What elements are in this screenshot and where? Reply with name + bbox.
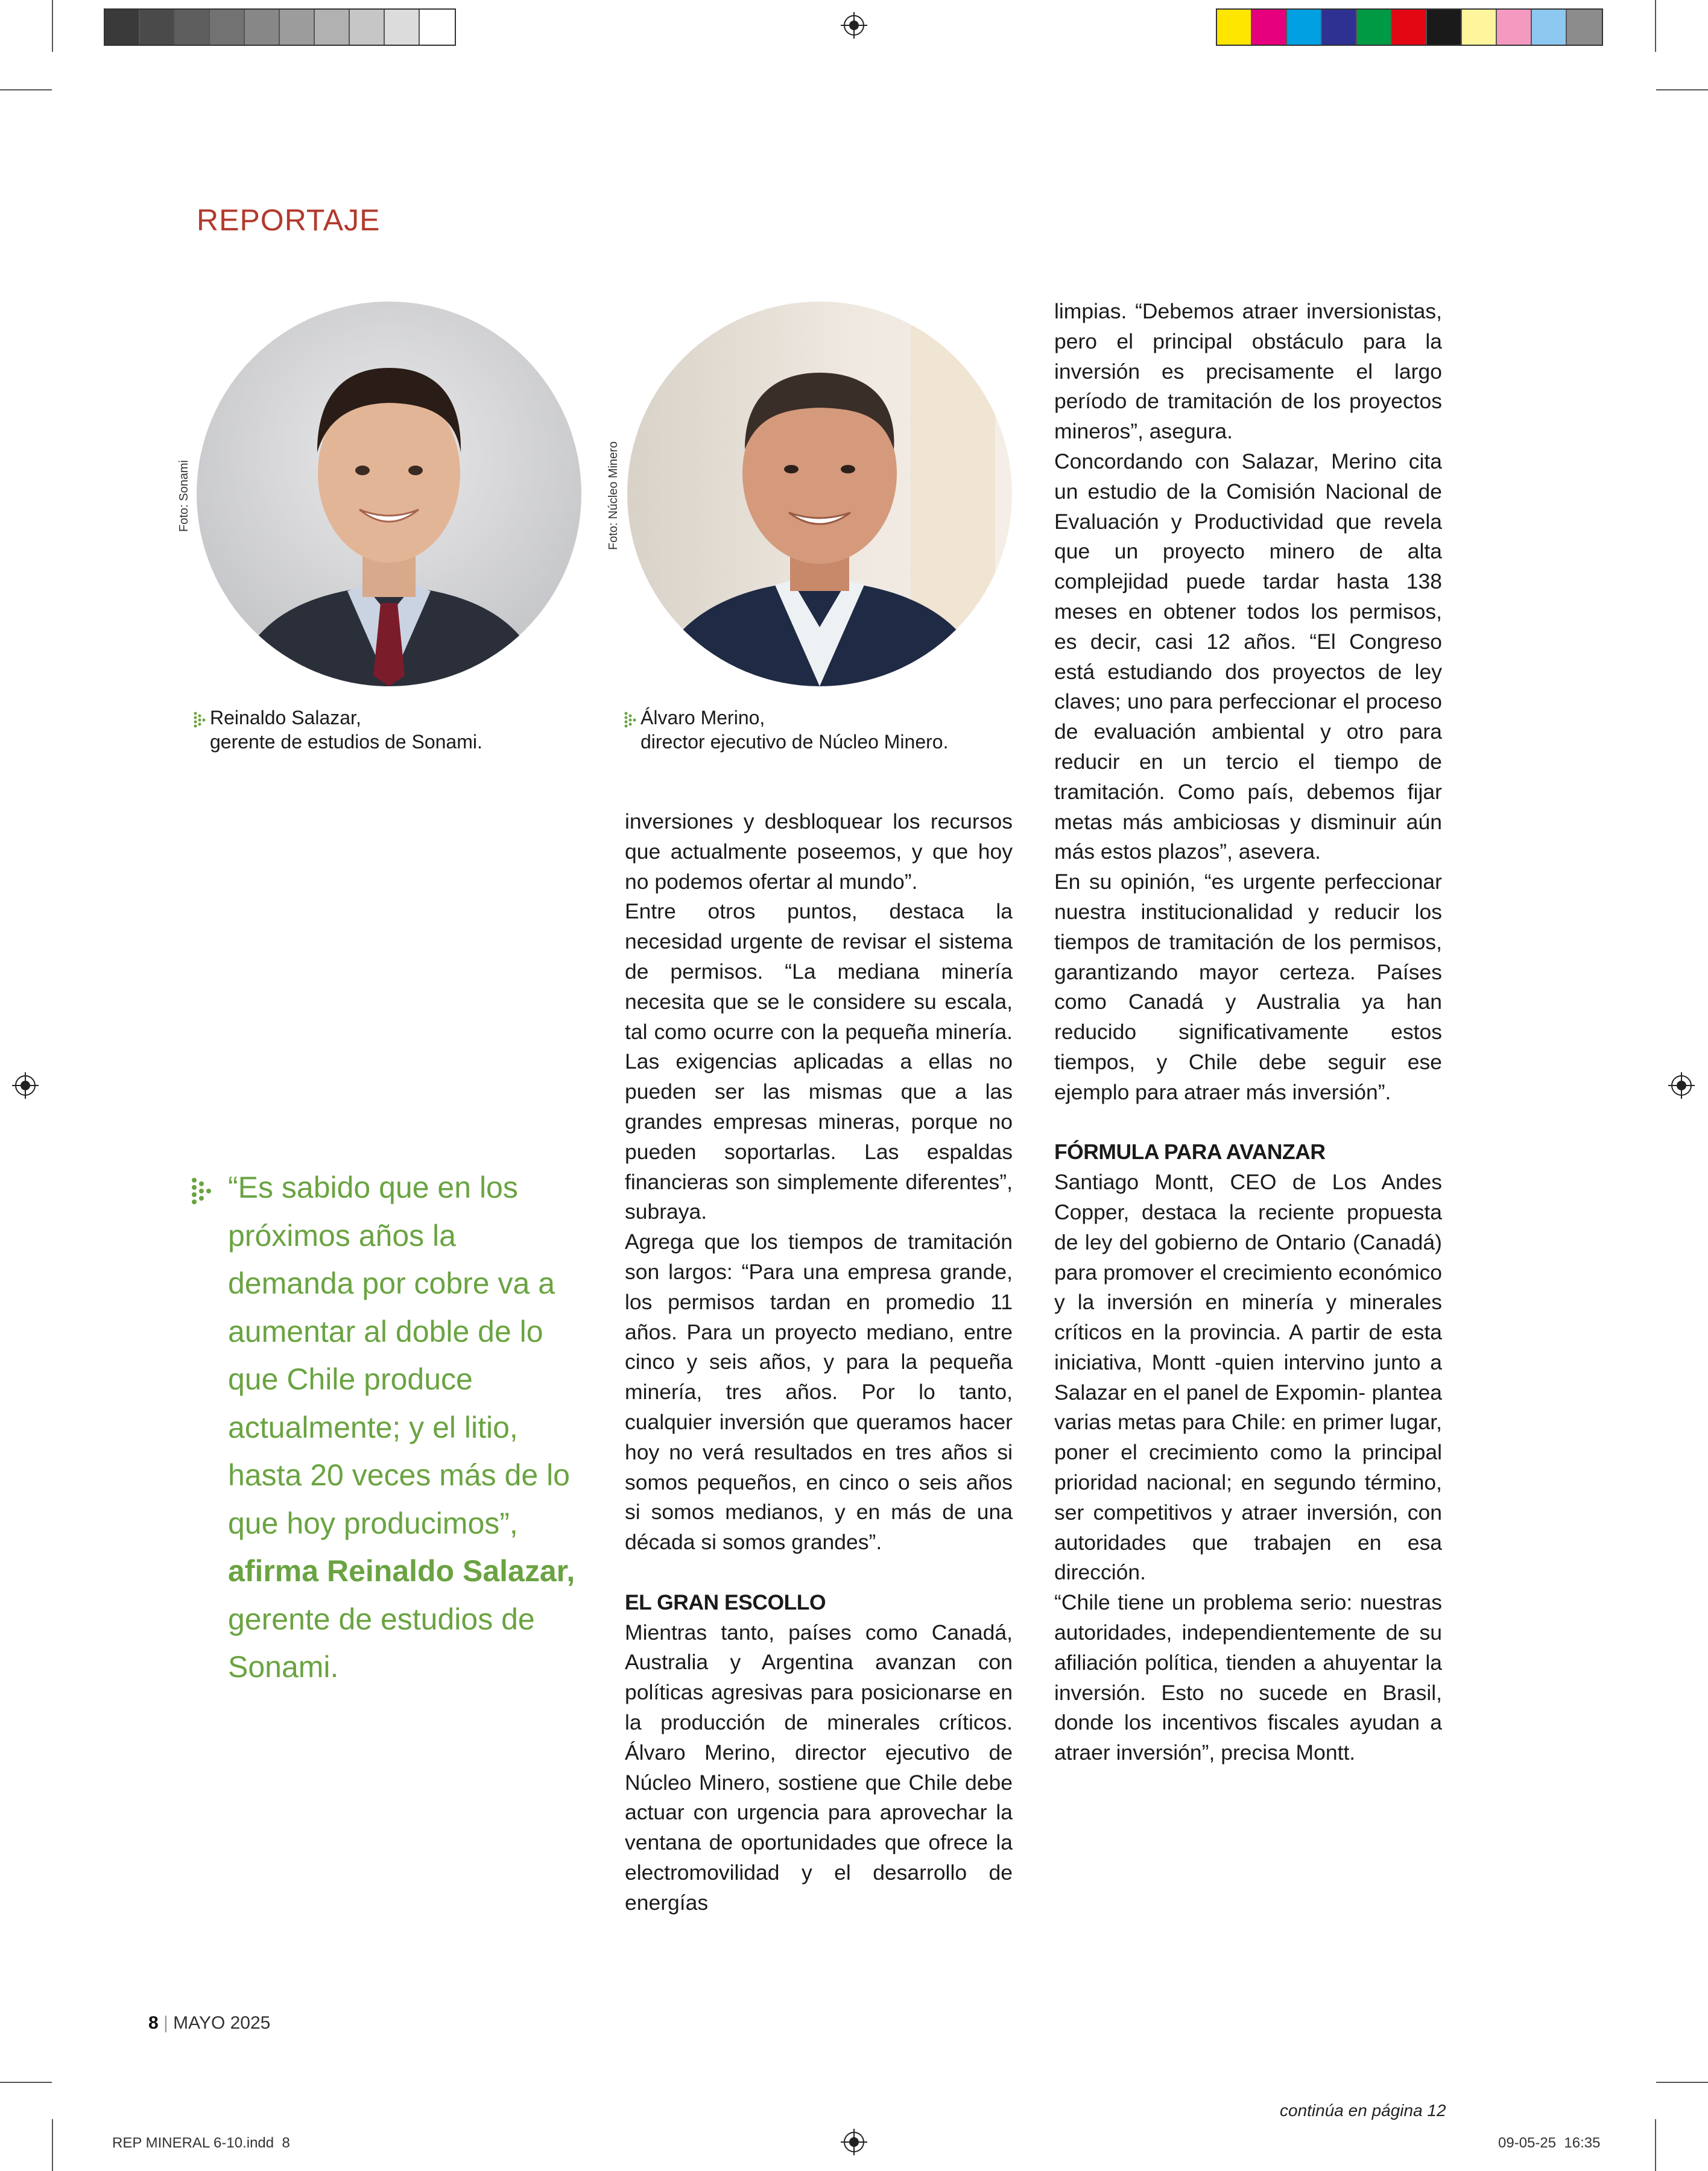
crop-mark (1655, 2119, 1656, 2171)
section-label: REPORTAJE (197, 203, 381, 237)
paragraph: En su opinión, “es urgente perfeccionar nuestra institucionalidad y reducir los tiempos de tramitación de los permisos, garantizando mayor certeza. Países como Canadá y Australia ya han reducido significativamente estos tiempos, y Chile debe seguir ese ejemplo para atraer más inversión”. (1054, 870, 1442, 1104)
paragraph: Mientras tanto, países como Canadá, Australia y Argentina avanzan con políticas agresivas para posicionarse en la producción de minerales críticos. Álvaro Merino, director ejecutivo de Núcleo Minero, sostiene que Chile debe actuar con urgencia para aprovechar la ventana de oportunidades que ofrece la electromovilidad y el desarrollo de energías (625, 1620, 1013, 1915)
issue-date: MAYO 2025 (173, 2013, 271, 2033)
crop-mark (1656, 89, 1708, 90)
color-swatch (105, 10, 140, 45)
caption-name: Reinaldo Salazar, (210, 707, 361, 728)
print-timestamp: 09-05-25 16:35 (1498, 2135, 1601, 2151)
pull-quote-role: gerente de estudios de Sonami. (228, 1602, 535, 1684)
page-folio (148, 2013, 270, 2034)
continued-note: continúa en página 12 (1280, 2101, 1446, 2120)
color-swatch (1567, 10, 1602, 45)
crop-mark (0, 2082, 52, 2083)
color-calibration-strip (1216, 8, 1603, 46)
paragraph: inversiones y desbloquear los recursos que actualmente poseemos, y que hoy no podemos ofertar al mundo”. (625, 809, 1013, 894)
registration-mark-icon (841, 2129, 867, 2155)
crop-mark (1656, 2082, 1708, 2083)
caption-name: Álvaro Merino, (640, 707, 765, 728)
color-swatch (1217, 10, 1252, 45)
crop-mark (52, 0, 53, 52)
gray-calibration-strip (104, 8, 456, 46)
caption-alvaro-merino (640, 706, 948, 754)
color-swatch (210, 10, 245, 45)
registration-mark-icon (12, 1072, 39, 1099)
paragraph: “Chile tiene un problema serio: nuestras autoridades, independientemente de su afiliación política, tienden a ahuyentar la inversión. Esto no sucede en Brasil, donde los incentivos fiscales ayudan a atraer inversión”, precisa Montt. (1054, 1590, 1442, 1765)
caption-role: director ejecutivo de Núcleo Minero. (640, 731, 949, 753)
photo-credit: Foto: Núcleo Minero (607, 441, 620, 550)
folio-separator: | (163, 2013, 168, 2033)
caption-role: gerente de estudios de Sonami. (210, 731, 482, 753)
paragraph: Entre otros puntos, destaca la necesidad urgente de revisar el sistema de permisos. “La mediana minería necesita que se le considere su escala, tal como ocurre con la pequeña minería. Las exigencias aplicadas a ellas no pueden ser las mismas que a las grandes empresas mineras, porque no pueden soportarlas. Las espaldas financieras son simplemente diferentes”, subraya. (625, 899, 1013, 1224)
color-swatch (280, 10, 315, 45)
paragraph: limpias. “Debemos atraer inversionistas, pero el principal obstáculo para la inversión es precisamente el largo período de tramitación de los proyectos mineros”, asegura. (1054, 299, 1442, 444)
color-swatch (175, 10, 210, 45)
paragraph: Santiago Montt, CEO de Los Andes Copper, destaca la reciente propuesta de ley del gobierno de Ontario (Canadá) para promover el crecimiento económico y la inversión en minería y minerales críticos en la provincia. A partir de esta iniciativa, Montt -quien intervino junto a Salazar en el panel de Expomin- plantea varias metas para Chile: en primer lugar, poner el crecimiento como la principal prioridad nacional; en segundo término, ser competitivos y atraer inversión, con autoridades que trabajen en esa dirección. (1054, 1170, 1442, 1585)
color-swatch (315, 10, 350, 45)
bullet-dots-icon (624, 709, 637, 733)
color-swatch (1252, 10, 1287, 45)
photo-credit: Foto: Sonami (177, 460, 191, 532)
caption-reinaldo-salazar (210, 706, 482, 754)
color-swatch (385, 10, 420, 45)
crop-mark (0, 89, 52, 90)
color-swatch (1322, 10, 1357, 45)
pull-quote-text: “Es sabido que en los próximos años la demanda por cobre va a aumentar al doble de lo que Chile produce actualmente; y el litio, hasta 20 veces más de lo que hoy producimos”, (228, 1171, 570, 1540)
color-swatch (140, 10, 175, 45)
color-swatch (245, 10, 280, 45)
file-slug: REP MINERAL 6-10.indd 8 (112, 2135, 290, 2151)
paragraph: Agrega que los tiempos de tramitación son largos: “Para una empresa grande, los permisos tardan en promedio 11 años. Para un proyecto mediano, entre cinco y seis años, y para la pequeña minería, tres años. Por lo tanto, cualquier inversión que queramos hacer hoy no verá resultados en tres años si somos pequeños, en cinco o seis años si somos medianos, y en más de una década si somos grandes”. (625, 1230, 1013, 1555)
pull-quote-attribution: afirma Reinaldo Salazar, (228, 1554, 575, 1588)
portrait-alvaro-merino (627, 302, 1012, 686)
subheading: EL GRAN ESCOLLO (625, 1590, 826, 1614)
portrait-reinaldo-salazar (197, 302, 581, 686)
page-number: 8 (148, 2013, 159, 2033)
subheading: FÓRMULA PARA AVANZAR (1054, 1140, 1326, 1165)
bullet-dots-icon (193, 709, 206, 733)
crop-mark (1655, 0, 1656, 52)
pull-quote (228, 1164, 590, 1692)
color-swatch (1532, 10, 1567, 45)
crop-mark (52, 2119, 53, 2171)
bullet-dots-icon (191, 1172, 215, 1221)
article-column-right (1054, 297, 1442, 1768)
color-swatch (1392, 10, 1427, 45)
color-swatch (1427, 10, 1462, 45)
color-swatch (420, 10, 455, 45)
registration-mark-icon (841, 12, 867, 39)
color-swatch (1287, 10, 1322, 45)
registration-mark-icon (1668, 1072, 1695, 1099)
color-swatch (1357, 10, 1392, 45)
paragraph: Concordando con Salazar, Merino cita un estudio de la Comisión Nacional de Evaluación y Productividad que revela que un proyecto minero de alta complejidad puede tardar hasta 138 meses en obtener todos los permisos, es decir, casi 12 años. “El Congreso está estudiando dos proyectos de ley claves; uno para perfeccionar el proceso de evaluación ambiental y otro para reducir en un tercio el tiempo de tramitación. Como país, debemos fijar metas más ambiciosas y disminuir aún más estos plazos”, asevera. (1054, 449, 1442, 864)
article-column-middle (625, 807, 1013, 1918)
color-swatch (1497, 10, 1532, 45)
color-swatch (1462, 10, 1497, 45)
color-swatch (350, 10, 385, 45)
